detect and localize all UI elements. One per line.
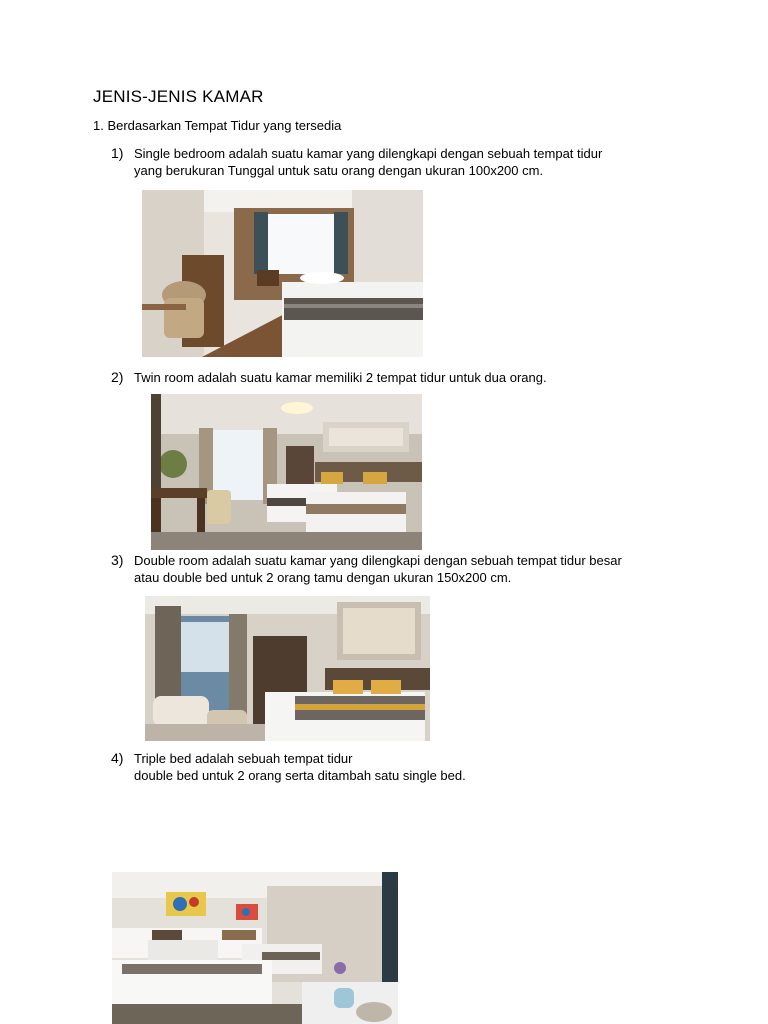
section-heading: 1. Berdasarkan Tempat Tidur yang tersedia xyxy=(93,118,342,133)
triple-room-photo xyxy=(112,872,398,1024)
item-3-line-1: Double room adalah suatu kamar yang dilengkapi dengan sebuah tempat tidur besar xyxy=(134,553,622,568)
item-1-line-2: yang berukuran Tunggal untuk satu orang dengan ukuran 100x200 cm. xyxy=(134,163,544,178)
page-title: JENIS-JENIS KAMAR xyxy=(93,87,264,106)
item-4-line-1: Triple bed adalah sebuah tempat tidur xyxy=(134,751,353,766)
single-room-photo xyxy=(142,190,423,357)
item-2-line-1: Twin room adalah suatu kamar memiliki 2 tempat tidur untuk dua orang. xyxy=(134,370,547,385)
item-1-line-1: Single bedroom adalah suatu kamar yang dilengkapi dengan sebuah tempat tidur xyxy=(134,146,603,161)
item-number-3: 3) xyxy=(111,552,124,568)
item-4-line-2: double bed untuk 2 orang serta ditambah satu single bed. xyxy=(134,768,466,783)
item-3-line-2: atau double bed untuk 2 orang tamu dengan ukuran 150x200 cm. xyxy=(134,570,512,585)
item-number-4: 4) xyxy=(111,750,124,766)
double-room-photo xyxy=(145,596,430,741)
twin-room-photo xyxy=(151,394,422,550)
item-number-2: 2) xyxy=(111,369,124,385)
item-number-1: 1) xyxy=(111,145,124,161)
